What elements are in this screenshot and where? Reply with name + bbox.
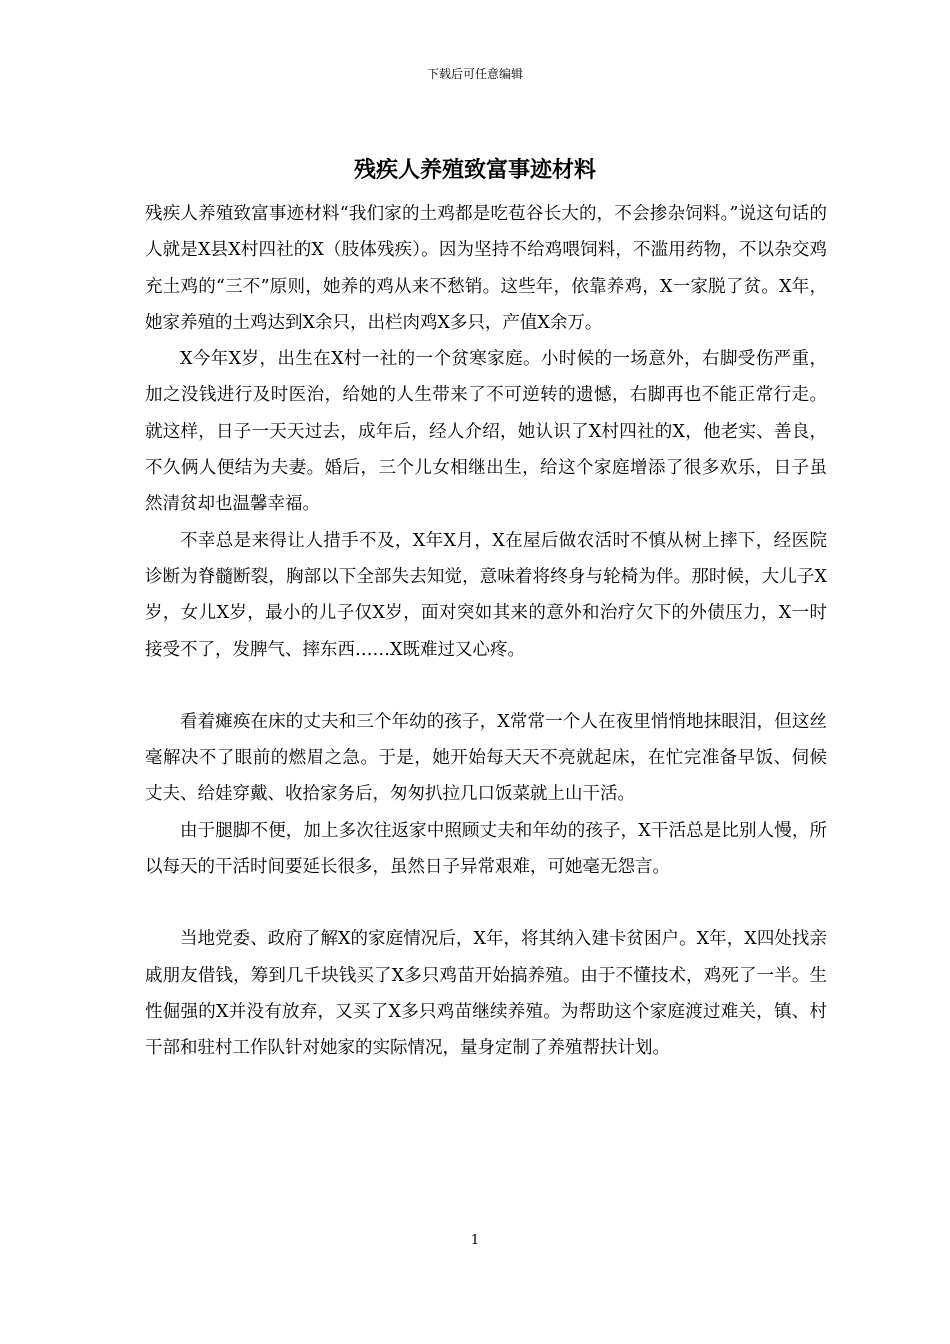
paragraph-hardship: 看着瘫痪在床的丈夫和三个年幼的孩子，X常常一个人在夜里悄悄地抹眼泪，但这丝毫解决不了眼前的燃眉之急。于是，她开始每天天不亮就起床，在忙完准备早饭、伺候丈夫、给娃穿戴、收拾家务后，匆匆扒拉几口饭菜就上山干活。 [145, 711, 827, 805]
paragraph-perseverance: 由于腿脚不便，加上多次往返家中照顾丈夫和年幼的孩子，X干活总是比别人慢，所以每天的干活时间要延长很多，虽然日子异常艰难，可她毫无怨言。 [145, 820, 827, 878]
page-number: 1 [470, 1233, 480, 1248]
header-note: 下载后可任意编辑 [426, 67, 523, 81]
paragraph-accident: 不幸总是来得让人措手不及，X年X月，X在屋后做农活时不慎从树上摔下，经医院诊断为脊髓断裂，胸部以下全部失去知觉，意味着将终身与轮椅为伴。那时候，大儿子X岁，女儿X岁，最小的儿子仅X岁，面对突如其来的意外和治疗欠下的外债压力，X一时接受不了，发脾气、摔东西……X既难过又心疼。 [145, 530, 827, 660]
paragraph-intro: 残疾人养殖致富事迹材料“我们家的土鸡都是吃苞谷长大的，不会掺杂饲料。”说这句话的人就是X县X村四社的X（肢体残疾）。因为坚持不给鸡喂饲料，不滥用药物，不以杂交鸡充土鸡的“三不”原则，她养的鸡从来不愁销。这些年，依靠养鸡，X一家脱了贫。X年，她家养殖的土鸡达到X余只，出栏肉鸡X多只，产值X余万。 [145, 204, 827, 333]
paragraph-background: X今年X岁，出生在X村一社的一个贫寒家庭。小时候的一场意外，右脚受伤严重，加之没钱进行及时医治，给她的人生带来了不可逆转的遗憾，右脚再也不能正常行走。就这样，日子一天天过去，成年后，经人介绍，她认识了X村四社的X，他老实、善良，不久俩人便结为夫妻。婚后，三个儿女相继出生，给这个家庭增添了很多欢乐，日子虽然清贫却也温馨幸福。 [145, 349, 827, 515]
paragraph-assistance: 当地党委、政府了解X的家庭情况后，X年，将其纳入建卡贫困户。X年，X四处找亲戚朋友借钱，筹到几千块钱买了X多只鸡苗开始搞养殖。由于不懂技术，鸡死了一半。生性倔强的X并没有放弃，又买了X多只鸡苗继续养殖。为帮助这个家庭渡过难关，镇、村干部和驻村工作队针对她家的实际情况，量身定制了养殖帮扶计划。 [145, 929, 827, 1059]
document-title: 残疾人养殖致富事迹材料 [353, 157, 596, 183]
document-body [145, 196, 827, 1067]
